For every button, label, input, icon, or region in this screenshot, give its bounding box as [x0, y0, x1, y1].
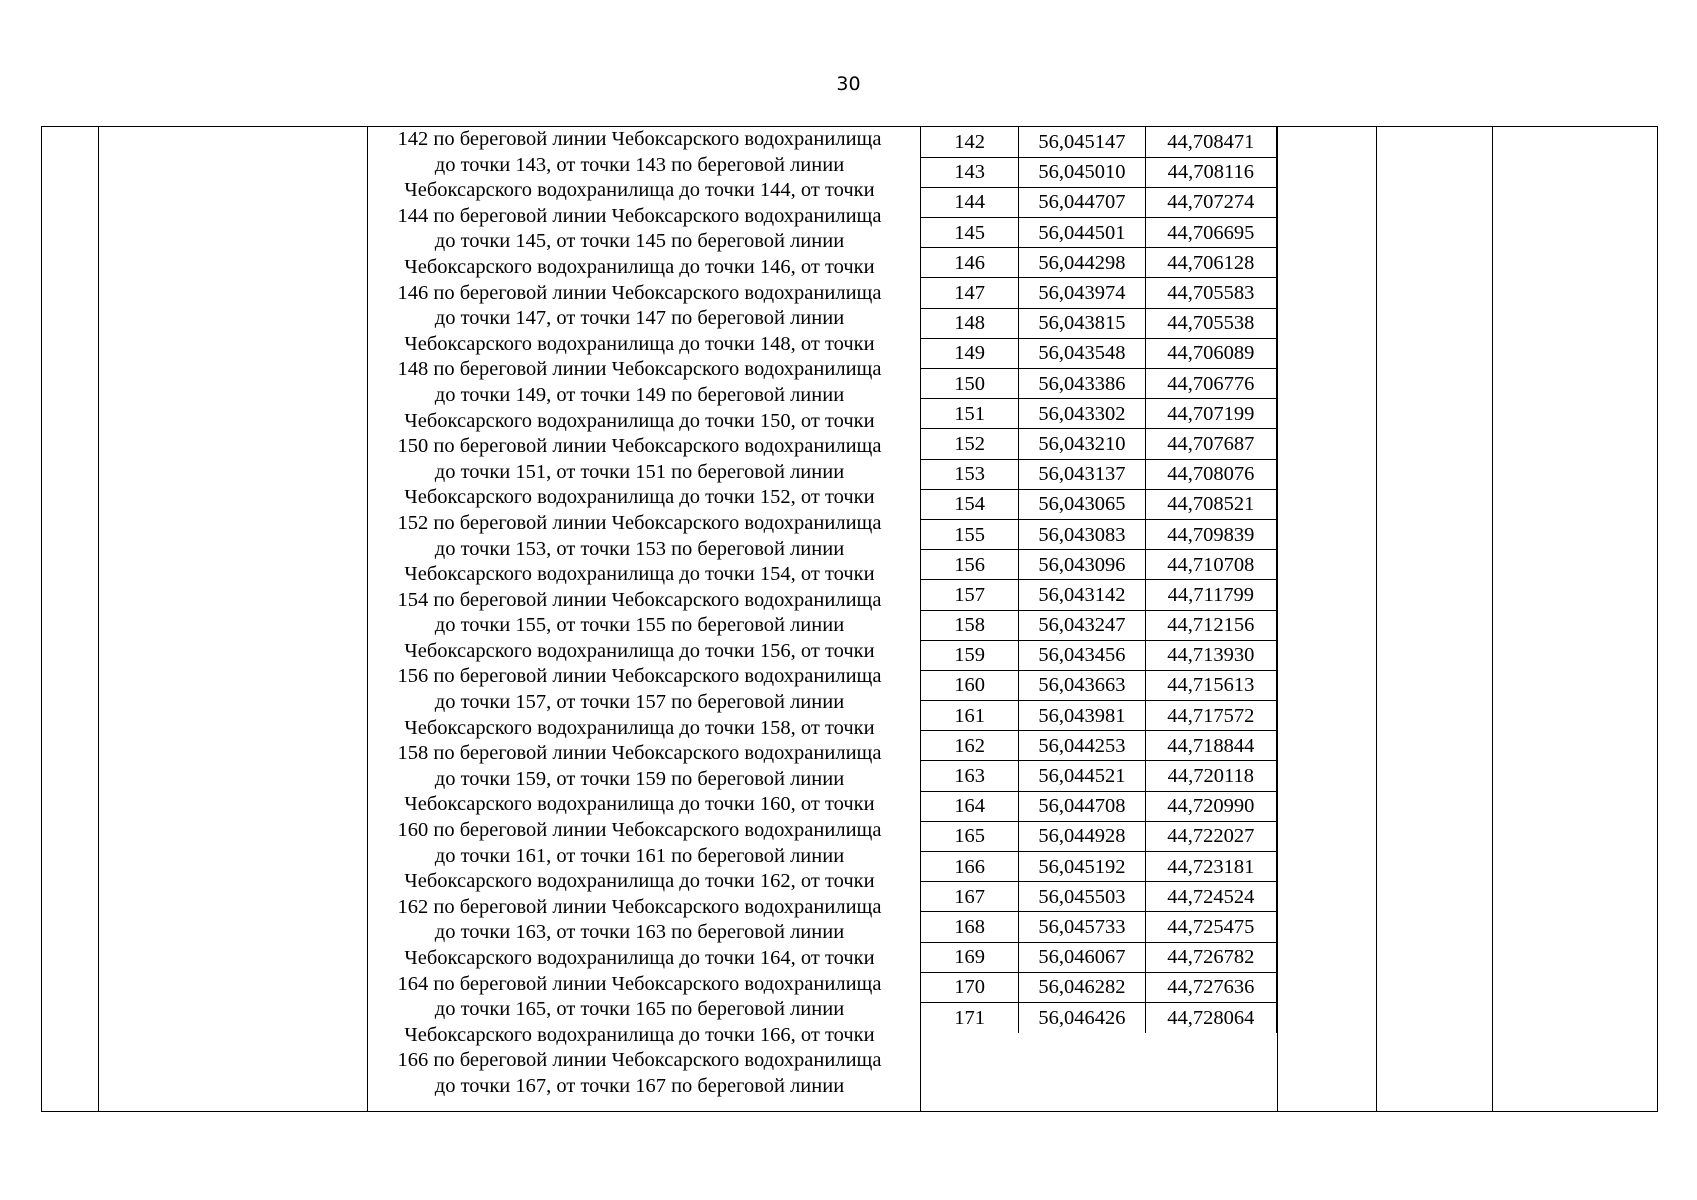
point-number-cell: 165 [921, 821, 1019, 851]
longitude-cell: 44,713930 [1145, 640, 1276, 670]
table-row [921, 519, 1277, 549]
longitude-cell: 44,706128 [1145, 248, 1276, 278]
point-number-cell: 154 [921, 489, 1019, 519]
point-number-cell: 143 [921, 157, 1019, 187]
latitude-cell: 56,043083 [1019, 519, 1145, 549]
latitude-cell: 56,043302 [1019, 399, 1145, 429]
latitude-cell: 56,045503 [1019, 882, 1145, 912]
latitude-cell: 56,043981 [1019, 701, 1145, 731]
latitude-cell: 56,044707 [1019, 187, 1145, 217]
description-line: 144 по береговой линии Чебоксарского водохранилища [397, 204, 882, 227]
point-number-cell: 144 [921, 187, 1019, 217]
longitude-cell: 44,708116 [1145, 157, 1276, 187]
description-line: 162 по береговой линии Чебоксарского водохранилища [397, 895, 882, 918]
latitude-cell: 56,043096 [1019, 550, 1145, 580]
longitude-cell: 44,710708 [1145, 550, 1276, 580]
point-number-cell: 169 [921, 942, 1019, 972]
table-row [921, 882, 1277, 912]
description-line: Чебоксарского водохранилища до точки 164, от точки [404, 947, 875, 969]
longitude-cell: 44,720990 [1145, 791, 1276, 821]
latitude-cell: 56,046426 [1019, 1002, 1145, 1032]
description-line: 152 по береговой линии Чебоксарского водохранилища [397, 511, 882, 534]
latitude-cell: 56,045192 [1019, 852, 1145, 882]
table-row [921, 187, 1277, 217]
point-number-cell: 152 [921, 429, 1019, 459]
longitude-cell: 44,712156 [1145, 610, 1276, 640]
table-row [921, 308, 1277, 338]
table-row [921, 942, 1277, 972]
point-number-cell: 148 [921, 308, 1019, 338]
table-row [921, 1002, 1277, 1032]
latitude-cell: 56,045733 [1019, 912, 1145, 942]
latitude-cell: 56,044298 [1019, 248, 1145, 278]
column-divider [98, 127, 99, 1111]
table-row [921, 399, 1277, 429]
latitude-cell: 56,043548 [1019, 338, 1145, 368]
longitude-cell: 44,708521 [1145, 489, 1276, 519]
longitude-cell: 44,706695 [1145, 218, 1276, 248]
table-row [921, 429, 1277, 459]
latitude-cell: 56,044501 [1019, 218, 1145, 248]
description-line: Чебоксарского водохранилища до точки 166, от точки [404, 1023, 875, 1046]
point-number-cell: 150 [921, 369, 1019, 399]
description-line: 164 по береговой линии Чебоксарского водохранилища [397, 972, 882, 995]
description-line: до точки 145, от точки 145 по береговой линии [434, 230, 845, 253]
description-line: до точки 167, от точки 167 по береговой линии [434, 1074, 845, 1097]
longitude-cell: 44,707199 [1145, 399, 1276, 429]
latitude-cell: 56,046282 [1019, 972, 1145, 1002]
longitude-cell: 44,708471 [1145, 127, 1276, 157]
point-number-cell: 159 [921, 640, 1019, 670]
description-line: Чебоксарского водохранилища до точки 160, от точки [404, 793, 875, 816]
latitude-cell: 56,045010 [1019, 157, 1145, 187]
table-row [921, 580, 1277, 610]
description-line: до точки 161, от точки 161 по береговой линии [434, 844, 845, 867]
description-line: 158 по береговой линии Чебоксарского водохранилища [397, 742, 882, 765]
point-number-cell: 146 [921, 248, 1019, 278]
longitude-cell: 44,726782 [1145, 942, 1276, 972]
point-number-cell: 147 [921, 278, 1019, 308]
table-row [921, 670, 1277, 700]
description-line: до точки 147, от точки 147 по береговой линии [434, 307, 845, 330]
boundary-description [367, 127, 912, 1100]
table-row [921, 248, 1277, 278]
point-number-cell: 164 [921, 791, 1019, 821]
latitude-cell: 56,043142 [1019, 580, 1145, 610]
table-row [921, 278, 1277, 308]
latitude-cell: 56,043386 [1019, 369, 1145, 399]
point-number-cell: 157 [921, 580, 1019, 610]
latitude-cell: 56,043456 [1019, 640, 1145, 670]
table-row [921, 550, 1277, 580]
longitude-cell: 44,707687 [1145, 429, 1276, 459]
point-number-cell: 156 [921, 550, 1019, 580]
longitude-cell: 44,717572 [1145, 701, 1276, 731]
table-row [921, 852, 1277, 882]
table-row [921, 701, 1277, 731]
longitude-cell: 44,706089 [1145, 338, 1276, 368]
latitude-cell: 56,044521 [1019, 761, 1145, 791]
description-line: Чебоксарского водохранилища до точки 150, от точки [404, 409, 875, 432]
table-row [921, 610, 1277, 640]
boundary-table [41, 126, 1658, 1112]
description-line: Чебоксарского водохранилища до точки 152, от точки [404, 486, 875, 509]
table-row [921, 912, 1277, 942]
description-line: 142 по береговой линии Чебоксарского водохранилища [397, 128, 882, 150]
longitude-cell: 44,705538 [1145, 308, 1276, 338]
point-number-cell: 166 [921, 852, 1019, 882]
description-line: 160 по береговой линии Чебоксарского водохранилища [397, 819, 882, 842]
description-line: до точки 157, от точки 157 по береговой линии [434, 691, 845, 714]
table-row [921, 489, 1277, 519]
longitude-cell: 44,718844 [1145, 731, 1276, 761]
table-row [921, 972, 1277, 1002]
latitude-cell: 56,043210 [1019, 429, 1145, 459]
table-row [921, 338, 1277, 368]
description-line: Чебоксарского водохранилища до точки 148, от точки [404, 332, 875, 355]
description-line: 148 по береговой линии Чебоксарского водохранилища [397, 358, 882, 381]
longitude-cell: 44,727636 [1145, 972, 1276, 1002]
longitude-cell: 44,708076 [1145, 459, 1276, 489]
latitude-cell: 56,044708 [1019, 791, 1145, 821]
latitude-cell: 56,043663 [1019, 670, 1145, 700]
longitude-cell: 44,711799 [1145, 580, 1276, 610]
latitude-cell: 56,043815 [1019, 308, 1145, 338]
point-number-cell: 160 [921, 670, 1019, 700]
description-line: до точки 149, от точки 149 по береговой линии [434, 383, 845, 406]
longitude-cell: 44,705583 [1145, 278, 1276, 308]
point-number-cell: 142 [921, 127, 1019, 157]
point-number-cell: 167 [921, 882, 1019, 912]
column-divider [1277, 127, 1278, 1111]
point-number-cell: 162 [921, 731, 1019, 761]
description-line: до точки 155, от точки 155 по береговой линии [434, 614, 845, 637]
column-divider [1492, 127, 1493, 1111]
table-row [921, 791, 1277, 821]
point-number-cell: 171 [921, 1002, 1019, 1032]
longitude-cell: 44,722027 [1145, 821, 1276, 851]
description-line: Чебоксарского водохранилища до точки 154, от точки [404, 563, 875, 586]
description-line: Чебоксарского водохранилища до точки 144, от точки [404, 179, 875, 202]
longitude-cell: 44,723181 [1145, 852, 1276, 882]
description-line: до точки 163, от точки 163 по береговой линии [434, 921, 845, 944]
point-number-cell: 145 [921, 218, 1019, 248]
latitude-cell: 56,044928 [1019, 821, 1145, 851]
latitude-cell: 56,046067 [1019, 942, 1145, 972]
longitude-cell: 44,706776 [1145, 369, 1276, 399]
table-row [921, 127, 1277, 157]
point-number-cell: 151 [921, 399, 1019, 429]
longitude-cell: 44,720118 [1145, 761, 1276, 791]
description-line: 154 по береговой линии Чебоксарского водохранилища [397, 588, 882, 611]
point-number-cell: 170 [921, 972, 1019, 1002]
latitude-cell: 56,043065 [1019, 489, 1145, 519]
point-number-cell: 158 [921, 610, 1019, 640]
latitude-cell: 56,043974 [1019, 278, 1145, 308]
column-divider [1376, 127, 1377, 1111]
table-row [921, 157, 1277, 187]
description-line: 156 по береговой линии Чебоксарского водохранилища [397, 665, 882, 688]
description-line: 150 по береговой линии Чебоксарского водохранилища [397, 435, 882, 458]
table-row [921, 821, 1277, 851]
table-row [921, 218, 1277, 248]
longitude-cell: 44,724524 [1145, 882, 1276, 912]
table-row [921, 731, 1277, 761]
table-row [921, 761, 1277, 791]
coordinates-table [920, 127, 1277, 1033]
description-line: 166 по береговой линии Чебоксарского водохранилища [397, 1049, 882, 1072]
point-number-cell: 161 [921, 701, 1019, 731]
latitude-cell: 56,043137 [1019, 459, 1145, 489]
point-number-cell: 153 [921, 459, 1019, 489]
point-number-cell: 168 [921, 912, 1019, 942]
description-line: Чебоксарского водохранилища до точки 158, от точки [404, 716, 875, 739]
table-row [921, 459, 1277, 489]
description-line: до точки 151, от точки 151 по береговой линии [434, 460, 845, 483]
longitude-cell: 44,725475 [1145, 912, 1276, 942]
description-line: Чебоксарского водохранилища до точки 156, от точки [404, 639, 875, 662]
description-line: 146 по береговой линии Чебоксарского водохранилища [397, 281, 882, 304]
longitude-cell: 44,709839 [1145, 519, 1276, 549]
point-number-cell: 155 [921, 519, 1019, 549]
latitude-cell: 56,045147 [1019, 127, 1145, 157]
latitude-cell: 56,043247 [1019, 610, 1145, 640]
longitude-cell: 44,728064 [1145, 1002, 1276, 1032]
table-row [921, 640, 1277, 670]
point-number-cell: 163 [921, 761, 1019, 791]
description-line: до точки 165, от точки 165 по береговой линии [434, 998, 845, 1021]
longitude-cell: 44,707274 [1145, 187, 1276, 217]
latitude-cell: 56,044253 [1019, 731, 1145, 761]
table-row [921, 369, 1277, 399]
description-line: до точки 159, от точки 159 по береговой линии [434, 767, 845, 790]
description-line: Чебоксарского водохранилища до точки 162, от точки [404, 870, 875, 893]
point-number-cell: 149 [921, 338, 1019, 368]
description-line: Чебоксарского водохранилища до точки 146, от точки [404, 255, 875, 278]
description-line: до точки 153, от точки 153 по береговой линии [434, 537, 845, 560]
longitude-cell: 44,715613 [1145, 670, 1276, 700]
page-number: 30 [836, 73, 861, 95]
description-line: до точки 143, от точки 143 по береговой линии [434, 153, 845, 176]
